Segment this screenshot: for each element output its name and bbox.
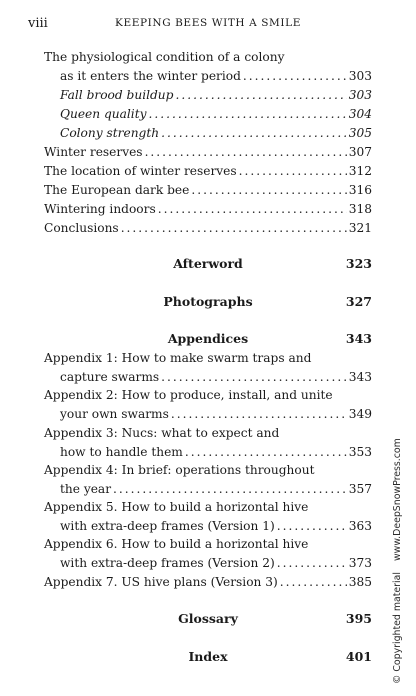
section-photographs: Photographs 327 — [163, 294, 372, 309]
page-number: viii — [28, 16, 48, 31]
toc-entry: Appendix 7. US hive plans (Version 3) ..... 385 — [44, 573, 372, 591]
section-index: Index 401 — [188, 649, 372, 664]
toc-entry: The European dark bee ..... 316 — [44, 181, 372, 199]
toc-entry: Queen quality ..... 304 — [44, 105, 372, 123]
toc-entry: with extra-deep frames (Version 1) ..... 363 — [44, 517, 372, 535]
toc-entry: with extra-deep frames (Version 2) ..... 373 — [44, 554, 372, 572]
page-header — [28, 16, 388, 34]
toc-entry: Conclusions ..... 321 — [44, 219, 372, 237]
toc-entry: Appendix 2: How to produce, install, and unite — [44, 388, 333, 402]
toc-entry: as it enters the winter period ..... 303 — [44, 67, 372, 85]
copyright-watermark — [392, 404, 406, 684]
copyright-text: © Copyrighted material — [392, 572, 403, 684]
toc-entry: Fall brood buildup ..... 303 — [44, 86, 372, 104]
toc-entry: Appendix 3: Nucs: what to expect and — [44, 426, 280, 440]
toc-entry: Appendix 6. How to build a horizontal hive — [44, 537, 309, 551]
toc-entry: Wintering indoors ..... 318 — [44, 200, 372, 218]
toc-entry: The physiological condition of a colony — [44, 50, 285, 64]
running-title: KEEPING BEES WITH A SMILE — [115, 17, 301, 29]
section-glossary: Glossary 395 — [178, 611, 372, 626]
publisher-website: www.DeepSnowPress.com — [392, 438, 403, 562]
toc-entry: Appendix 1: How to make swarm traps and — [44, 351, 312, 365]
toc-entry: your own swarms ..... 349 — [44, 405, 372, 423]
toc-entry: the year ..... 357 — [44, 480, 372, 498]
toc-entry: how to handle them ..... 353 — [44, 443, 372, 461]
toc-entry: Appendix 4: In brief: operations throughout — [44, 463, 315, 477]
section-appendices: Appendices 343 — [167, 331, 372, 346]
toc-entry: Colony strength ..... 305 — [44, 124, 372, 142]
toc-entry: capture swarms ..... 343 — [44, 368, 372, 386]
toc-entry: Winter reserves ..... 307 — [44, 143, 372, 161]
toc-entry: The location of winter reserves ..... 312 — [44, 162, 372, 180]
toc-entry: Appendix 5. How to build a horizontal hive — [44, 500, 309, 514]
section-afterword: Afterword 323 — [173, 256, 372, 271]
